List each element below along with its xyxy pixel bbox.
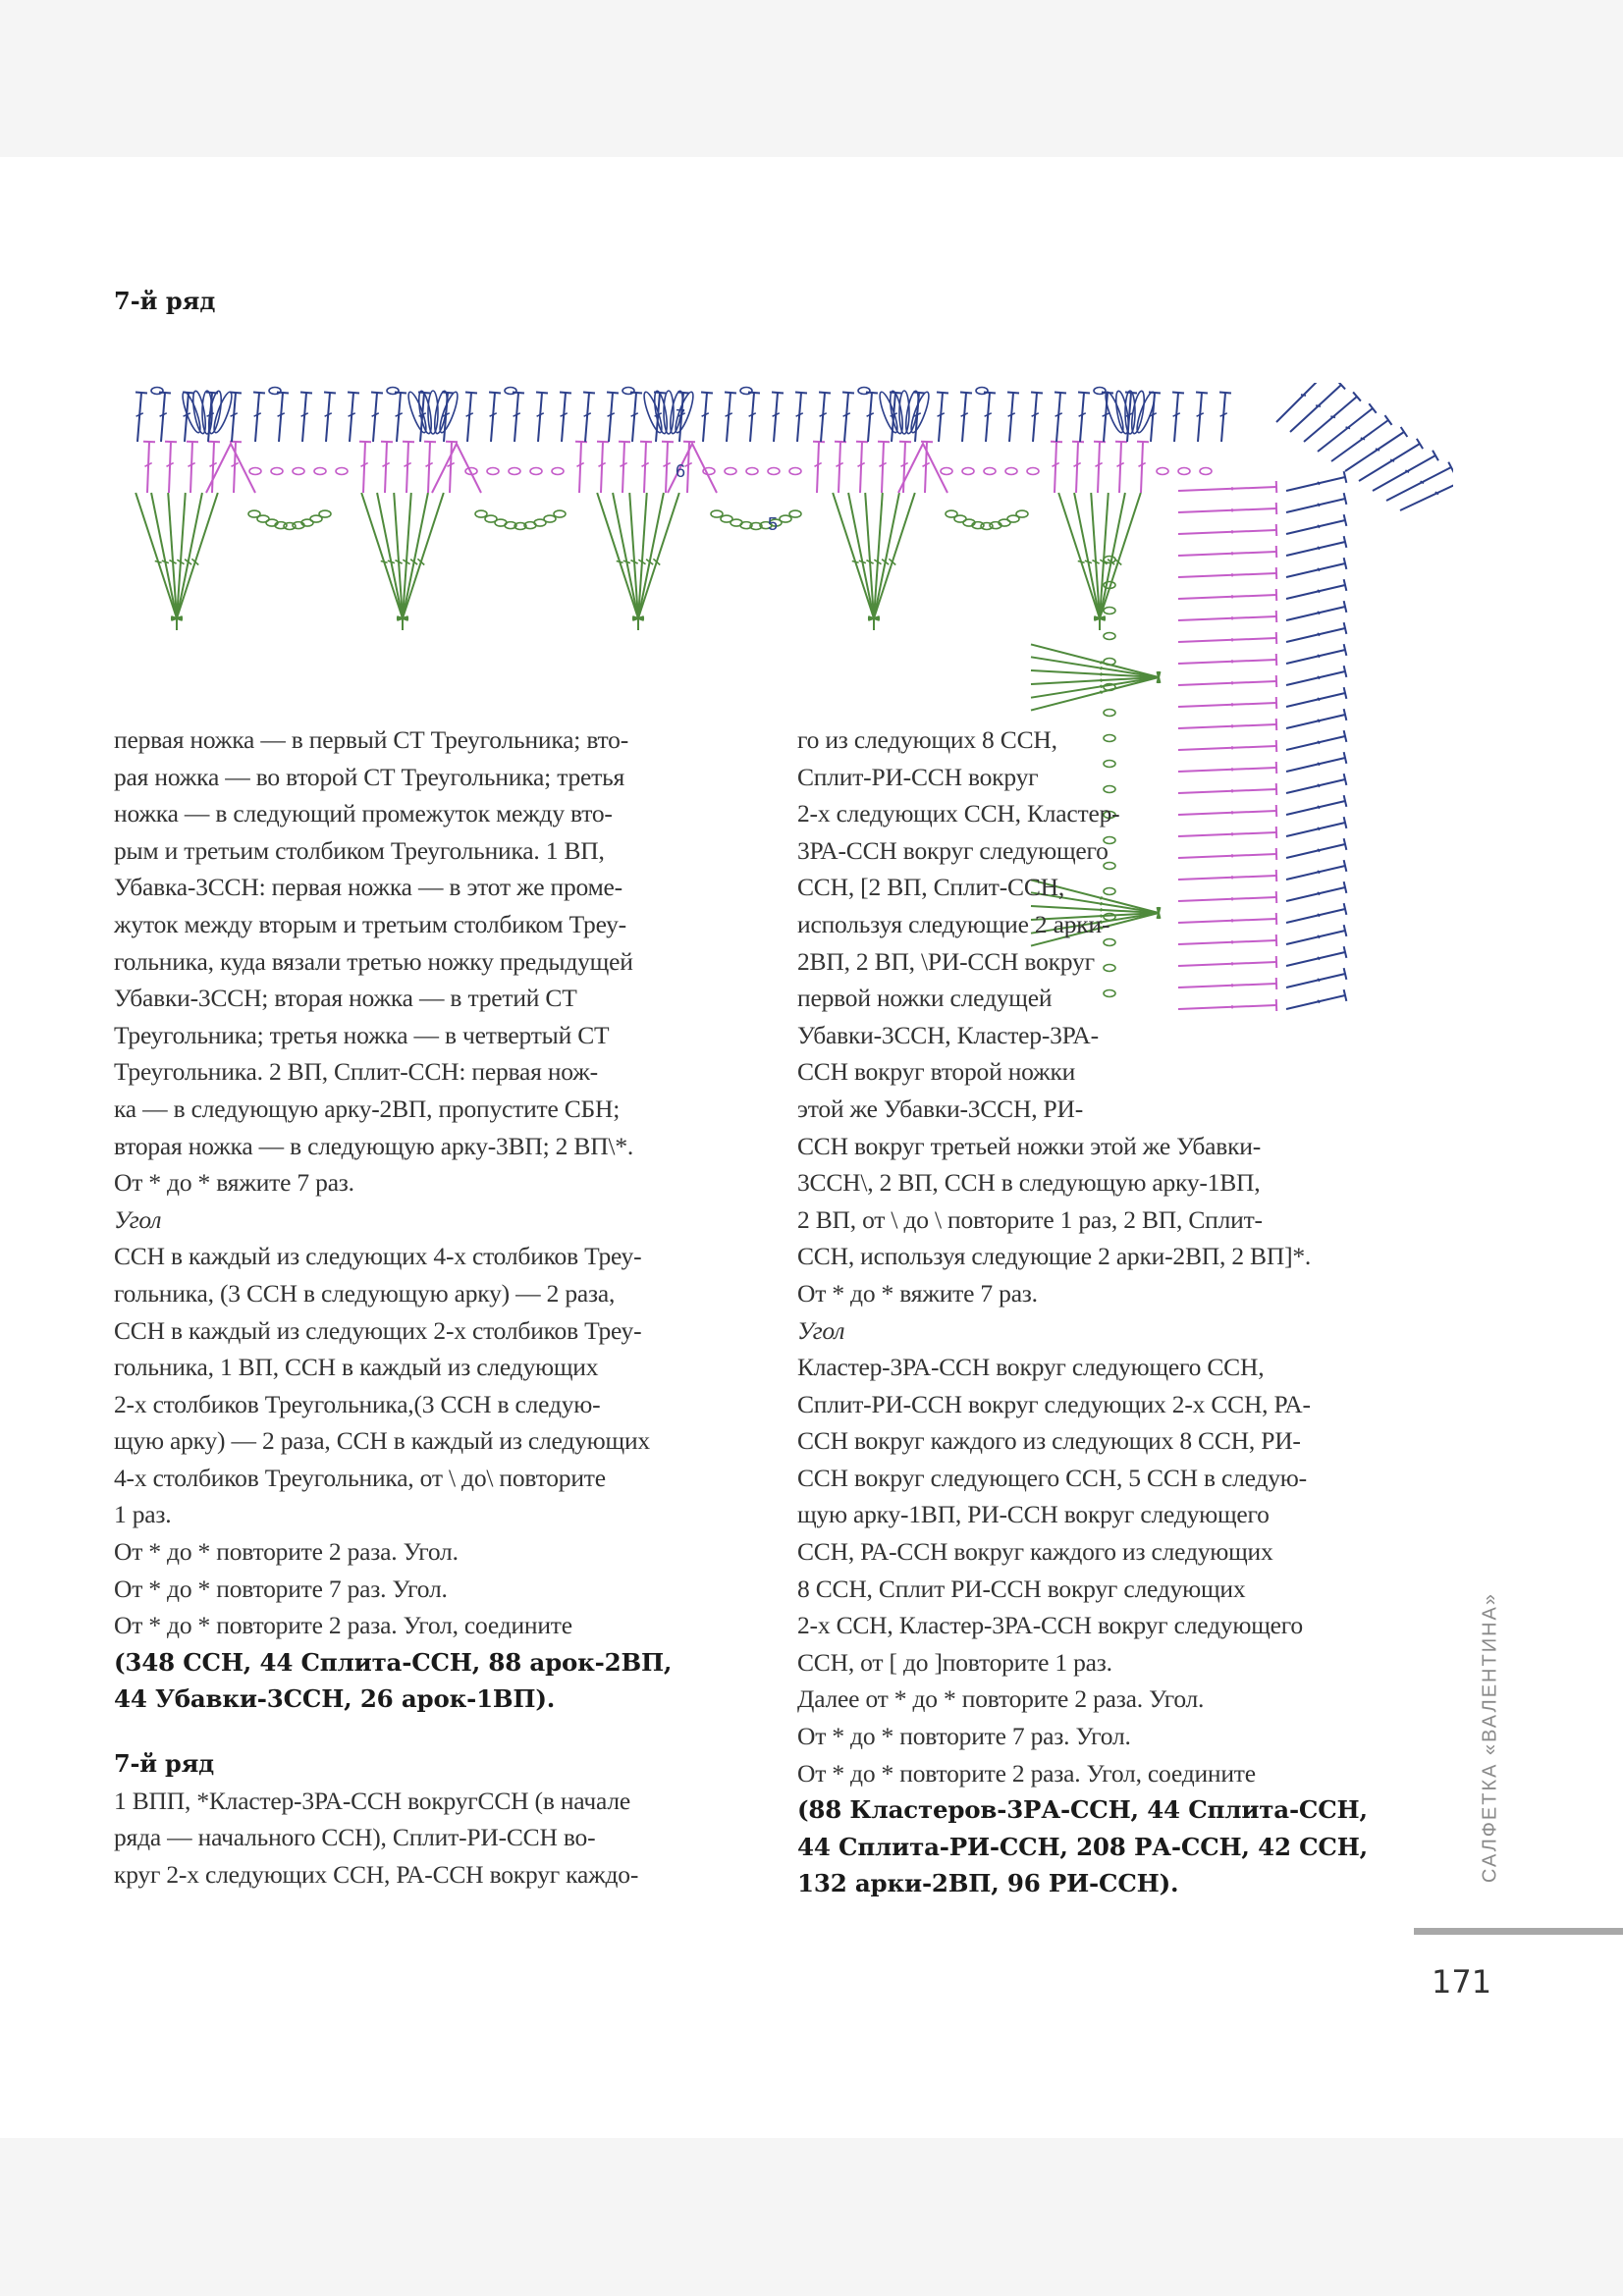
green-chain bbox=[1016, 510, 1028, 517]
navy-stitch-top bbox=[1172, 393, 1184, 394]
navy-stitch-top bbox=[1219, 393, 1231, 394]
navy-stitch bbox=[1221, 393, 1225, 442]
magenta-stitch bbox=[882, 442, 884, 493]
magenta-stitch bbox=[406, 442, 408, 493]
navy-stitch-top bbox=[1031, 393, 1043, 394]
navy-stitch bbox=[750, 393, 754, 442]
text-line: От * до * повторите 2 раза. Угол, соедините bbox=[114, 1611, 572, 1640]
navy-chain bbox=[858, 388, 870, 395]
magenta-chain bbox=[314, 468, 326, 475]
corner-navy-stitch-top bbox=[1344, 493, 1347, 505]
magenta-chain bbox=[962, 468, 974, 475]
corner-navy-stitch bbox=[1286, 671, 1345, 685]
navy-stitch-top bbox=[1125, 393, 1137, 394]
corner-fan-stitch-top bbox=[1384, 415, 1391, 425]
magenta-chain bbox=[768, 468, 780, 475]
text-line: 2-х столбиков Треугольника,(3 ССН в следую- bbox=[114, 1389, 601, 1418]
tab-rule bbox=[1414, 1928, 1623, 1935]
green-stitch bbox=[403, 493, 444, 618]
navy-stitch bbox=[467, 393, 471, 442]
navy-stitch-top bbox=[442, 393, 454, 394]
magenta-chain bbox=[271, 468, 283, 475]
green-chain bbox=[711, 510, 723, 517]
text-line: гольника, куда вязали третью ножку предыдущей bbox=[114, 946, 633, 976]
text-line: Треугольника; третья ножка — в четвертый СТ bbox=[114, 1020, 610, 1049]
text-line: этой же Убавки-3ССН, РИ- bbox=[797, 1094, 1084, 1123]
magenta-stitch bbox=[212, 442, 214, 493]
green-chain bbox=[544, 515, 556, 522]
magenta-stitch bbox=[1098, 442, 1100, 493]
corner-magenta-stitch bbox=[1178, 530, 1276, 534]
corner-magenta-stitch bbox=[1178, 573, 1276, 577]
section-tab bbox=[1471, 1561, 1510, 1914]
magenta-stitch bbox=[169, 442, 171, 493]
magenta-chain bbox=[1200, 468, 1212, 475]
corner-navy-stitch-top bbox=[1344, 514, 1347, 526]
navy-stitch-top bbox=[607, 393, 619, 394]
navy-stitch-top bbox=[725, 393, 736, 394]
green-stitch bbox=[874, 493, 915, 618]
navy-stitch-top bbox=[489, 393, 501, 394]
text-line: рая ножка — во второй СТ Треугольника; третья bbox=[114, 762, 625, 791]
corner-fan-stitch-top bbox=[1417, 439, 1423, 449]
text-line: 3ССН\, 2 ВП, ССН в следующую арку-1ВП, bbox=[797, 1168, 1261, 1198]
navy-stitch bbox=[962, 393, 966, 442]
navy-stitch bbox=[1009, 393, 1013, 442]
navy-stitch bbox=[632, 393, 636, 442]
text-line: От * до * повторите 2 раза. Угол, соедините bbox=[797, 1758, 1256, 1788]
navy-stitch bbox=[797, 393, 801, 442]
text-line: используя следующие 2 арки- bbox=[797, 909, 1110, 938]
magenta-stitch bbox=[860, 442, 862, 493]
text-line: Кластер-3РА-ССН вокруг следующего ССН, bbox=[797, 1353, 1265, 1382]
navy-stitch bbox=[1056, 393, 1060, 442]
magenta-chain bbox=[530, 468, 542, 475]
text-line: Треугольника. 2 ВП, Сплит-ССН: первая нож- bbox=[114, 1057, 598, 1087]
row-totals bbox=[797, 1791, 1426, 1902]
magenta-chain bbox=[746, 468, 758, 475]
text-line: круг 2-х следующих ССН, РА-ССН вокруг каждо- bbox=[114, 1859, 639, 1889]
navy-stitch bbox=[538, 393, 542, 442]
navy-stitch bbox=[844, 393, 848, 442]
navy-chain bbox=[740, 388, 752, 395]
navy-stitch-top bbox=[324, 393, 336, 394]
text-line: щую арку-1ВП, РИ-ССН вокруг следующего bbox=[797, 1500, 1270, 1529]
magenta-chain bbox=[1027, 468, 1039, 475]
magenta-stitch bbox=[190, 442, 192, 493]
navy-chain bbox=[151, 388, 163, 395]
magenta-chain bbox=[249, 468, 261, 475]
navy-stitch-top bbox=[819, 393, 831, 394]
text-line: ССН вокруг второй ножки bbox=[797, 1057, 1076, 1087]
navy-stitch bbox=[350, 393, 353, 442]
magenta-chain bbox=[293, 468, 304, 475]
text-line: гольника, 1 ВП, ССН в каждый из следующих bbox=[114, 1353, 599, 1382]
text-line: ССН вокруг каждого из следующих 8 ССН, РИ- bbox=[797, 1426, 1301, 1456]
navy-stitch-top bbox=[1078, 393, 1090, 394]
corner-magenta-stitch bbox=[1178, 638, 1276, 642]
magenta-stitch bbox=[1141, 442, 1143, 493]
corner-fan-stitch bbox=[1290, 385, 1341, 432]
corner-navy-stitch-top bbox=[1344, 579, 1347, 591]
magenta-chain bbox=[487, 468, 499, 475]
magenta-stitch bbox=[1076, 442, 1078, 493]
text-line: ка — в следующую арку-2ВП, пропустите СБН; bbox=[114, 1094, 621, 1123]
text-line: жуток между вторым и третьим столбиком Треу- bbox=[114, 909, 626, 938]
chart-label-row-7: 7 bbox=[676, 406, 686, 426]
navy-stitch-top bbox=[348, 393, 359, 394]
corner-label: Угол bbox=[114, 1204, 162, 1234]
navy-chain bbox=[387, 388, 399, 395]
text-column-left bbox=[114, 721, 752, 1893]
corner-fan-stitch bbox=[1276, 383, 1325, 422]
magenta-chain bbox=[789, 468, 801, 475]
text-line: вторая ножка — в следующую арку-3ВП; 2 ВП\*. bbox=[114, 1131, 634, 1160]
magenta-stitch bbox=[385, 442, 387, 493]
magenta-chain bbox=[509, 468, 520, 475]
corner-fan-stitch bbox=[1318, 408, 1373, 452]
navy-stitch-top bbox=[536, 393, 548, 394]
corner-magenta-stitch bbox=[1178, 616, 1276, 620]
corner-navy-stitch bbox=[1286, 520, 1345, 534]
corner-navy-stitch-top bbox=[1344, 622, 1347, 634]
instruction-block bbox=[797, 721, 1426, 1312]
navy-stitch bbox=[1198, 393, 1202, 442]
magenta-stitch bbox=[817, 442, 819, 493]
magenta-stitch bbox=[363, 442, 365, 493]
magenta-stitch bbox=[428, 442, 430, 493]
green-stitch bbox=[177, 493, 218, 618]
navy-stitch-top bbox=[583, 393, 595, 394]
text-line: 2 ВП, от \ до \ повторите 1 раз, 2 ВП, Сплит- bbox=[797, 1204, 1263, 1234]
text-line: ССН, РА-ССН вокруг каждого из следующих bbox=[797, 1537, 1273, 1567]
text-line: ССН вокруг третьей ножки этой же Убавки- bbox=[797, 1131, 1262, 1160]
text-line: ССН в каждый из следующих 4-х столбиков Треу- bbox=[114, 1242, 642, 1271]
corner-fan-stitch bbox=[1331, 420, 1388, 461]
navy-stitch bbox=[1174, 393, 1178, 442]
text-line: 2-х ССН, Кластер-3РА-ССН вокруг следующего bbox=[797, 1611, 1303, 1640]
corner-navy-stitch-top bbox=[1344, 687, 1347, 699]
navy-stitch-top bbox=[842, 393, 854, 394]
magenta-chain bbox=[1178, 468, 1190, 475]
green-stitch bbox=[361, 493, 403, 618]
magenta-chain bbox=[984, 468, 996, 475]
corner-green-chain bbox=[1104, 633, 1115, 640]
text-line: Убавка-3ССН: первая ножка — в этот же проме- bbox=[114, 873, 622, 902]
navy-chain bbox=[269, 388, 281, 395]
corner-navy-stitch bbox=[1286, 542, 1345, 556]
corner-navy-stitch bbox=[1286, 650, 1345, 664]
corner-magenta-stitch bbox=[1178, 487, 1276, 491]
corner-magenta-stitch bbox=[1178, 508, 1276, 512]
text-line: Далее от * до * повторите 2 раза. Угол. bbox=[797, 1684, 1205, 1714]
corner-fan-stitch-top bbox=[1433, 451, 1438, 460]
navy-stitch-top bbox=[465, 393, 477, 394]
text-line: ССН, [2 ВП, Сплит-ССН, bbox=[797, 873, 1065, 902]
corner-magenta-stitch bbox=[1178, 552, 1276, 556]
magenta-stitch bbox=[147, 442, 149, 493]
green-chain bbox=[554, 510, 566, 517]
navy-stitch-top bbox=[300, 393, 312, 394]
text-line: ССН в каждый из следующих 2-х столбиков Треу- bbox=[114, 1315, 642, 1345]
navy-stitch bbox=[939, 393, 943, 442]
corner-fan-stitch-top bbox=[1401, 427, 1408, 437]
corner-navy-stitch bbox=[1286, 585, 1345, 599]
text-line: 1 раз. bbox=[114, 1500, 172, 1529]
magenta-stitch bbox=[903, 442, 905, 493]
navy-stitch-top bbox=[795, 393, 807, 394]
text-line: рым и третьим столбиком Треугольника. 1 ВП, bbox=[114, 835, 605, 865]
text-line: 2ВП, 2 ВП, \РИ-ССН вокруг bbox=[797, 946, 1095, 976]
navy-stitch bbox=[986, 393, 990, 442]
corner-navy-stitch-top bbox=[1344, 644, 1347, 656]
navy-stitch bbox=[727, 393, 730, 442]
text-line: От * до * повторите 2 раза. Угол. bbox=[114, 1537, 459, 1567]
green-chain bbox=[780, 515, 791, 522]
corner-green-stitch-bar bbox=[1101, 685, 1102, 688]
green-stitch bbox=[1100, 493, 1141, 618]
chart-label-row-5: 5 bbox=[768, 514, 779, 534]
navy-stitch bbox=[491, 393, 495, 442]
corner-navy-stitch-top bbox=[1344, 536, 1347, 548]
navy-stitch bbox=[703, 393, 707, 442]
text-line: 132 арки-2ВП, 96 РИ-ССН). bbox=[797, 1869, 1179, 1898]
magenta-stitch bbox=[839, 442, 840, 493]
green-chain bbox=[475, 510, 487, 517]
corner-magenta-stitch bbox=[1178, 660, 1276, 664]
magenta-chain bbox=[725, 468, 736, 475]
chart-row-5-stitches bbox=[135, 493, 1141, 630]
magenta-stitch bbox=[622, 442, 624, 493]
corner-fan-stitch bbox=[1359, 444, 1420, 481]
corner-green-stitch-bar bbox=[1101, 667, 1102, 669]
text-line: ССН, используя следующие 2 арки-2ВП, 2 ВП]*. bbox=[797, 1242, 1312, 1271]
text-line: го из следующих 8 ССН, bbox=[797, 725, 1057, 754]
navy-chain bbox=[505, 388, 516, 395]
green-chain bbox=[319, 510, 331, 517]
text-line: 4-х столбиков Треугольника, от \ до\ повторите bbox=[114, 1463, 606, 1492]
text-line: Сплит-РИ-ССН вокруг следующих 2-х ССН, РА- bbox=[797, 1389, 1311, 1418]
text-line: ножка — в следующий промежуток между вто- bbox=[114, 799, 613, 828]
navy-stitch bbox=[302, 393, 306, 442]
navy-chain bbox=[976, 388, 988, 395]
magenta-chain bbox=[1005, 468, 1017, 475]
navy-stitch-top bbox=[253, 393, 265, 394]
corner-navy-stitch bbox=[1286, 563, 1345, 577]
text-column-right bbox=[797, 721, 1426, 1902]
navy-stitch-top bbox=[701, 393, 713, 394]
corner-navy-stitch-top bbox=[1344, 709, 1347, 721]
corner-navy-stitch bbox=[1286, 693, 1345, 707]
navy-stitch bbox=[562, 393, 566, 442]
magenta-chain bbox=[336, 468, 348, 475]
row-totals bbox=[114, 1644, 752, 1718]
navy-stitch-top bbox=[135, 393, 147, 394]
row-instructions bbox=[114, 1783, 752, 1894]
text-line: Сплит-РИ-ССН вокруг bbox=[797, 762, 1039, 791]
magenta-stitch bbox=[1055, 442, 1056, 493]
green-stitch-bar bbox=[381, 561, 388, 563]
corner-fan-stitch-bar bbox=[1301, 395, 1306, 396]
navy-stitch-top bbox=[913, 393, 925, 394]
text-line: гольника, (3 ССН в следующую арку) — 2 раза, bbox=[114, 1278, 616, 1308]
navy-stitch-top bbox=[371, 393, 383, 394]
text-line: 3РА-ССН вокруг следующего bbox=[797, 835, 1109, 865]
text-line: Убавки-3ССН, Кластер-3РА- bbox=[797, 1020, 1099, 1049]
navy-stitch-top bbox=[560, 393, 571, 394]
corner-green-chain bbox=[1104, 710, 1115, 717]
corner-fan-stitch bbox=[1304, 397, 1357, 442]
magenta-chain bbox=[552, 468, 564, 475]
navy-stitch bbox=[255, 393, 259, 442]
navy-stitch bbox=[1033, 393, 1037, 442]
corner-fan-stitch bbox=[1400, 479, 1453, 510]
navy-stitch bbox=[609, 393, 613, 442]
green-stitch-bar bbox=[155, 561, 162, 563]
navy-chain bbox=[622, 388, 634, 395]
corner-instructions bbox=[797, 1349, 1426, 1791]
text-line: (348 ССН, 44 Сплита-ССН, 88 арок-2ВП, bbox=[114, 1647, 673, 1677]
section-tab-label: САЛФЕТКА «ВАЛЕНТИНА» bbox=[1479, 1592, 1501, 1883]
green-stitch-bar bbox=[617, 561, 623, 563]
green-stitch-bar bbox=[1078, 561, 1085, 563]
navy-stitch bbox=[868, 393, 872, 442]
magenta-stitch bbox=[1119, 442, 1121, 493]
text-line: ССН, от [ до ]повторите 1 раз. bbox=[797, 1647, 1112, 1677]
corner-navy-stitch bbox=[1286, 499, 1345, 512]
text-line: 1 ВПП, *Кластер-3РА-ССН вокругССН (в начале bbox=[114, 1786, 631, 1815]
navy-stitch-top bbox=[772, 393, 784, 394]
navy-stitch bbox=[821, 393, 825, 442]
text-line: 2-х следующих ССН, Кластер- bbox=[797, 799, 1120, 828]
corner-green-chain bbox=[1104, 608, 1115, 614]
green-stitch bbox=[638, 493, 679, 618]
corner-magenta-stitch bbox=[1178, 595, 1276, 599]
green-stitch bbox=[1058, 493, 1100, 618]
navy-stitch-top bbox=[1055, 393, 1066, 394]
corner-instructions bbox=[114, 1238, 752, 1644]
navy-chain bbox=[1094, 388, 1106, 395]
green-stitch bbox=[833, 493, 874, 618]
navy-stitch-top bbox=[1196, 393, 1208, 394]
text-line: (88 Кластеров-3РА-ССН, 44 Сплита-ССН, bbox=[797, 1795, 1368, 1825]
navy-stitch bbox=[774, 393, 778, 442]
navy-stitch-top bbox=[677, 393, 689, 394]
text-line: От * до * вяжите 7 раз. bbox=[114, 1168, 354, 1198]
text-line: первой ножки следущей bbox=[797, 984, 1053, 1013]
text-line: ряда — начального ССН), Сплит-РИ-ССН во- bbox=[114, 1823, 596, 1852]
navy-stitch-top bbox=[1007, 393, 1019, 394]
navy-stitch-top bbox=[960, 393, 972, 394]
corner-magenta-stitch bbox=[1178, 681, 1276, 685]
text-line: 8 ССН, Сплит РИ-ССН вокруг следующих bbox=[797, 1574, 1246, 1603]
green-chain bbox=[789, 510, 801, 517]
navy-stitch-top bbox=[937, 393, 948, 394]
corner-navy-stitch bbox=[1286, 607, 1345, 620]
navy-stitch bbox=[279, 393, 283, 442]
magenta-stitch bbox=[579, 442, 581, 493]
green-stitch bbox=[597, 493, 638, 618]
navy-stitch bbox=[373, 393, 377, 442]
navy-stitch bbox=[1080, 393, 1084, 442]
text-line: 44 Убавки-3ССН, 26 арок-1ВП). bbox=[114, 1684, 556, 1714]
text-line: ССН вокруг следующего ССН, 5 ССН в следую- bbox=[797, 1463, 1307, 1492]
corner-fan-stitch bbox=[1386, 467, 1451, 501]
page-number: 171 bbox=[1432, 1963, 1492, 2001]
text-line: Убавки-3ССН; вторая ножка — в третий СТ bbox=[114, 984, 577, 1013]
corner-navy-stitch-top bbox=[1344, 666, 1347, 677]
text-line: От * до * повторите 7 раз. Угол. bbox=[797, 1722, 1131, 1751]
text-line: От * до * повторите 7 раз. Угол. bbox=[114, 1574, 448, 1603]
corner-navy-stitch-top bbox=[1344, 601, 1347, 613]
corner-navy-stitch bbox=[1286, 477, 1345, 491]
corner-label: Угол bbox=[797, 1315, 845, 1345]
text-line: первая ножка — в первый СТ Треугольника; вто- bbox=[114, 725, 628, 754]
navy-stitch bbox=[137, 393, 141, 442]
corner-navy-stitch-top bbox=[1344, 558, 1347, 569]
corner-fan-stitch bbox=[1373, 455, 1435, 491]
text-line: щую арку) — 2 раза, ССН в каждый из следующих bbox=[114, 1426, 650, 1456]
text-line: 44 Сплита-РИ-ССН, 208 РА-ССН, 42 ССН, bbox=[797, 1832, 1368, 1861]
magenta-stitch bbox=[450, 442, 452, 493]
corner-fan-stitch bbox=[1345, 432, 1404, 471]
magenta-stitch bbox=[644, 442, 646, 493]
navy-stitch bbox=[161, 393, 165, 442]
row-heading-top: 7-й ряд bbox=[114, 287, 216, 315]
green-stitch bbox=[135, 493, 177, 618]
navy-stitch bbox=[232, 393, 236, 442]
row-heading: 7-й ряд bbox=[114, 1749, 214, 1779]
green-stitch-bar bbox=[852, 561, 859, 563]
instruction-block bbox=[114, 721, 752, 1201]
navy-stitch bbox=[514, 393, 518, 442]
chart-label-row-6: 6 bbox=[676, 461, 686, 481]
corner-magenta-stitch bbox=[1178, 703, 1276, 707]
text-line: От * до * вяжите 7 раз. bbox=[797, 1278, 1038, 1308]
navy-stitch bbox=[326, 393, 330, 442]
magenta-stitch bbox=[666, 442, 668, 493]
magenta-chain bbox=[1157, 468, 1168, 475]
magenta-stitch bbox=[601, 442, 603, 493]
navy-stitch bbox=[397, 393, 401, 442]
magenta-chain bbox=[941, 468, 952, 475]
navy-stitch bbox=[585, 393, 589, 442]
corner-navy-stitch-top bbox=[1344, 471, 1347, 483]
corner-navy-stitch bbox=[1286, 628, 1345, 642]
corner-green-chain bbox=[1104, 557, 1115, 563]
